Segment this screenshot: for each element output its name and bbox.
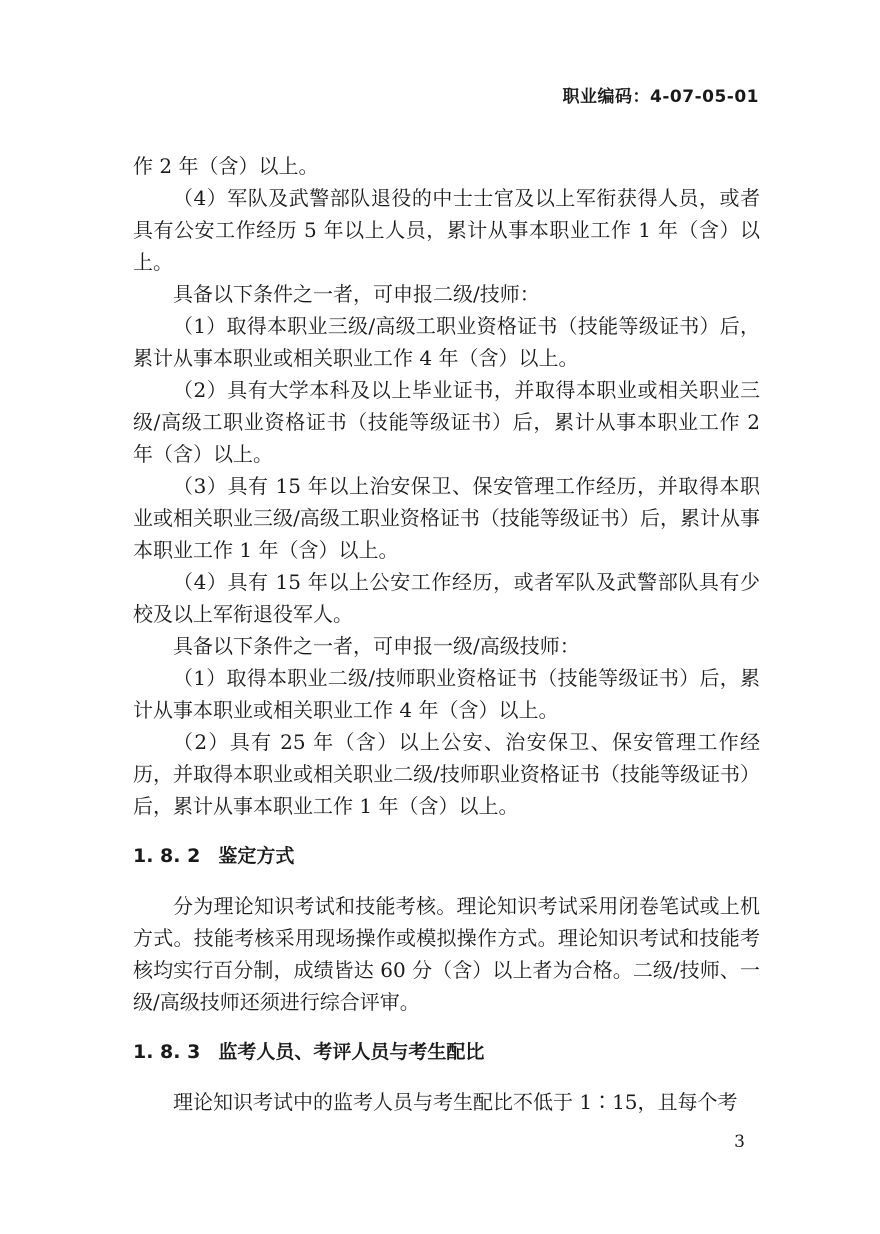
section-title: 鉴定方式 xyxy=(218,845,295,867)
page-number: 3 xyxy=(734,1132,745,1152)
paragraph: （2）具有 25 年（含）以上公安、治安保卫、保安管理工作经历，并取得本职业或相关职业二级/技师职业资格证书（技能等级证书）后，累计从事本职业工作 1 年（含）以上。 xyxy=(133,730,760,818)
occupation-code-header: 职业编码：4-07-05-01 xyxy=(562,87,759,107)
section-body: 分为理论知识考试和技能考核。理论知识考试采用闭卷笔试或上机方式。技能考核采用现场操作或模拟操作方式。理论知识考试和技能考核均实行百分制，成绩皆达 60 分（含）以上者为合格。二级/技师、一级/高级技师还须进行综合评审。 xyxy=(133,894,760,1014)
page-content xyxy=(133,150,760,1118)
paragraph: 作 2 年（含）以上。 xyxy=(133,154,319,178)
paragraph: （2）具有大学本科及以上毕业证书，并取得本职业或相关职业三级/高级工职业资格证书（技能等级证书）后，累计从事本职业工作 2 年（含）以上。 xyxy=(133,378,760,466)
section-number: 1. 8. 3 xyxy=(133,1041,201,1063)
paragraph: （1）取得本职业三级/高级工职业资格证书（技能等级证书）后，累计从事本职业或相关职业工作 4 年（含）以上。 xyxy=(133,314,760,370)
section-heading-1-8-2 xyxy=(133,840,760,872)
section-heading-1-8-3 xyxy=(133,1036,760,1068)
paragraph: （1）取得本职业二级/技师职业资格证书（技能等级证书）后，累计从事本职业或相关职业工作 4 年（含）以上。 xyxy=(133,666,760,722)
paragraph: （4）具有 15 年以上公安工作经历，或者军队及武警部队具有少校及以上军衔退役军人。 xyxy=(133,570,760,626)
paragraph: （3）具有 15 年以上治安保卫、保安管理工作经历，并取得本职业或相关职业三级/高级工职业资格证书（技能等级证书）后，累计从事本职业工作 1 年（含）以上。 xyxy=(133,474,760,562)
section-number: 1. 8. 2 xyxy=(133,845,201,867)
section-title: 监考人员、考评人员与考生配比 xyxy=(218,1041,485,1063)
paragraph: 具备以下条件之一者，可申报一级/高级技师： xyxy=(173,634,580,658)
paragraph: 具备以下条件之一者，可申报二级/技师： xyxy=(173,282,540,306)
paragraph: （4）军队及武警部队退役的中士士官及以上军衔获得人员，或者具有公安工作经历 5 年以上人员，累计从事本职业工作 1 年（含）以上。 xyxy=(133,186,760,274)
section-body: 理论知识考试中的监考人员与考生配比不低于 1∶15，且每个考 xyxy=(173,1090,738,1114)
